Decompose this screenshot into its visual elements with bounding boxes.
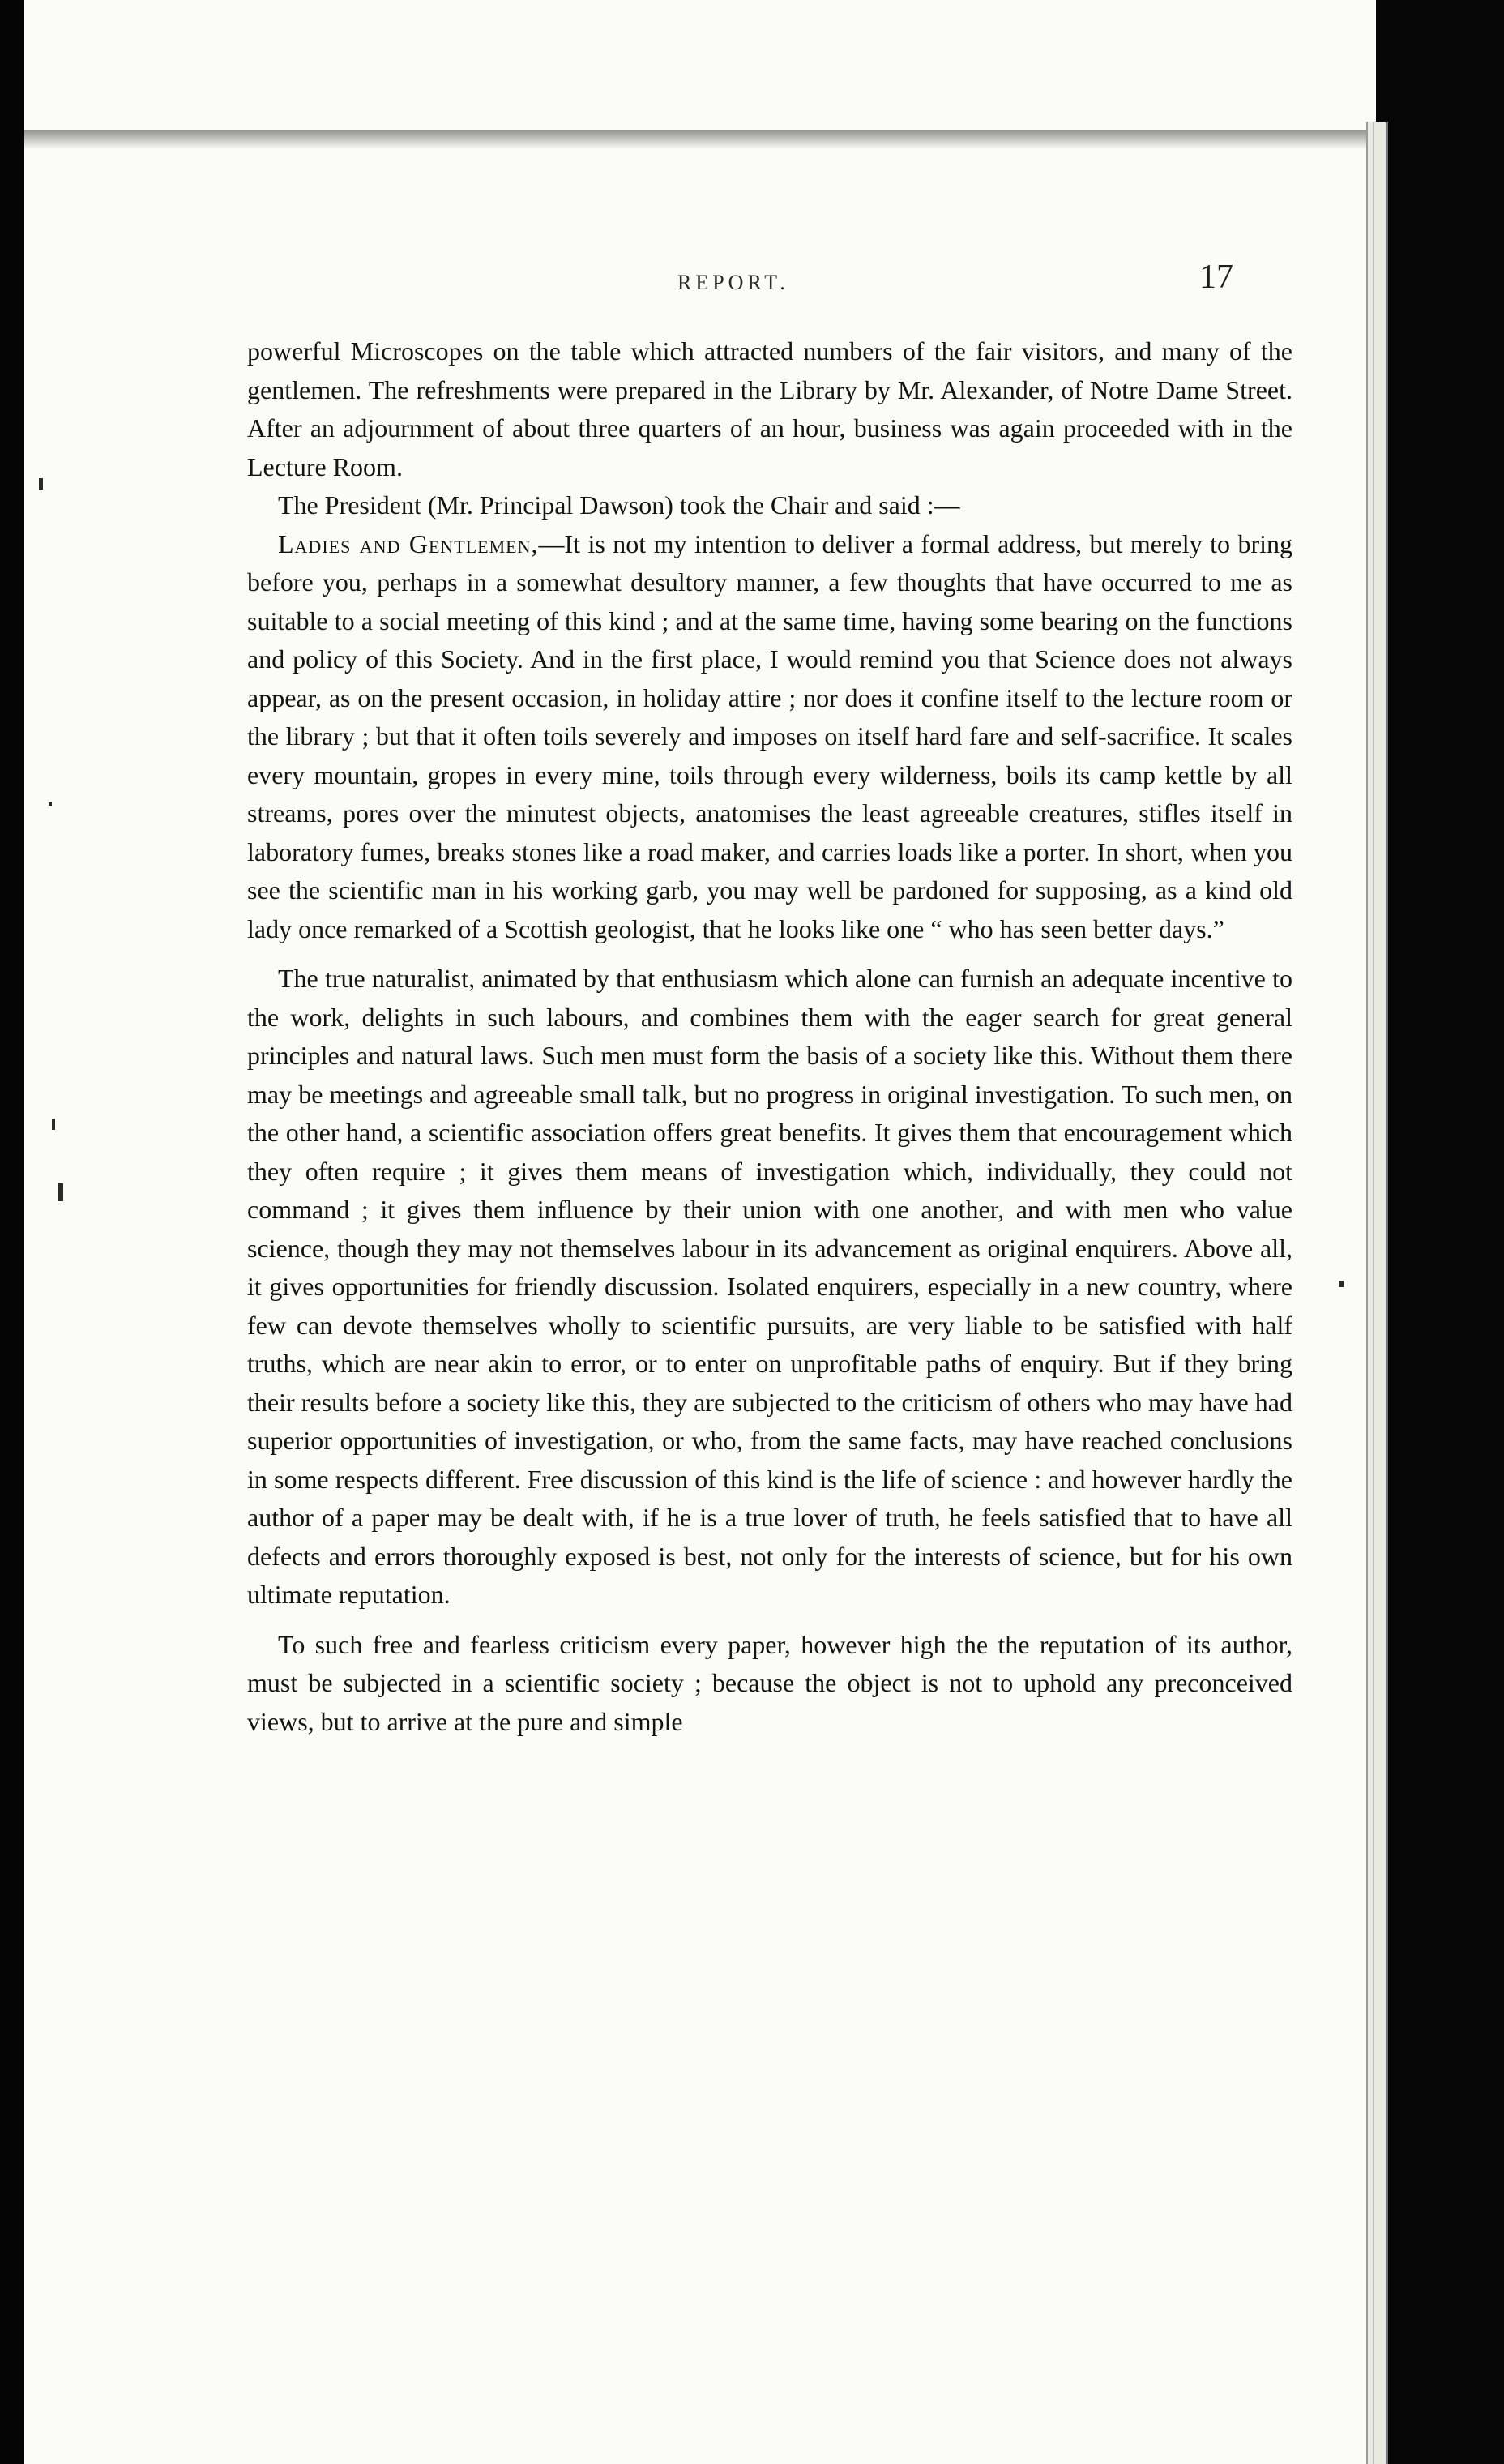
opening-paragraph: powerful Microscopes on the table which attracted numbers of the fair visitors, and many of the gentlemen. The refreshments were prepared in the Library by Mr. Alexander, of Notre Dame Street. After an adjournment of about three quarters of an hour, business was again proceeded with in the Lecture Room. <box>247 336 1292 481</box>
page-header <box>0 258 1366 306</box>
body-text <box>247 332 1292 1741</box>
running-head: REPORT. <box>677 271 789 294</box>
chair-paragraph: The President (Mr. Principal Dawson) took the Chair and said :— <box>278 490 960 520</box>
margin-speck <box>58 1183 63 1201</box>
page-number: 17 <box>1199 259 1233 296</box>
margin-speck <box>39 478 43 490</box>
margin-speck <box>49 802 52 806</box>
scanner-background <box>0 0 28 2464</box>
address-paragraph-1-text: —It is not my intention to deliver a formal address, but merely to bring before you, perhaps in a somewhat desultory manner, a few thoughts that have occurred to me as suitable to a social meeting of this kind ; and at the same time, having some bearing on the functions and policy of this Society. And in the first place, I would remind you that Science does not always appear, as on the present occasion, in holiday attire ; nor does it confine itself to the lecture room or the library ; but that it often toils severely and imposes on itself hard fare and self-sacrifice. It scales every mountain, gropes in every mine, toils through every wilderness, boils its camp kettle by all streams, pores over the minutest objects, anatomises the least agreeable creatures, stifles itself in laboratory fumes, breaks stones like a road maker, and carries loads like a porter. In short, when you see the scientific man in his working garb, you may well be pardoned for supposing, as a kind old lady once remarked of a Scottish geologist, that he looks like one “ who has seen better days.” <box>247 528 1292 943</box>
address-paragraph-1 <box>247 525 1292 949</box>
book-cover-edge <box>1366 122 1388 2464</box>
binding-shadow <box>24 130 1366 149</box>
address-paragraph-3: To such free and fearless criticism every paper, however high the the reputation of its author, must be subjected in a scientific society ; because the object is not to uphold any preconceived views, but to arrive at the pure and simple <box>247 1629 1292 1736</box>
margin-speck <box>52 1119 55 1130</box>
address-paragraph-2: The true naturalist, animated by that enthusiasm which alone can furnish an adequate incentive to the work, delights in such labours, and combines them with the eager search for great general principles and natural laws. Such men must form the basis of a society like this. Without them there may be meetings and agreeable small talk, but no progress in original investigation. To such men, on the other hand, a scientific association offers great benefits. It gives them that encouragement which they often require ; it gives them means of investigation which, individually, they could not command ; it gives them influence by their union with one another, and with men who value science, though they may not themselves labour in its advancement as original enquirers. Above all, it gives opportunities for friendly discussion. Isolated enquirers, especially in a new country, where few can devote themselves wholly to scientific pursuits, are very liable to be satisfied with half truths, which are near akin to error, or to enter on unprofitable paths of enquiry. But if they bring their results before a society like this, they are subjected to the criticism of others who may have had superior opportunities of investigation, or who, from the same facts, may have reached conclusions in some respects different. Free discussion of this kind is the life of science : and however hardly the author of a paper may be dealt with, if he is a true lover of truth, he feels satisfied that to have all defects and errors thoroughly exposed is best, not only for the interests of science, but for his own ultimate reputation. <box>247 964 1292 1609</box>
margin-speck <box>1339 1281 1344 1287</box>
address-salutation: Ladies and Gentlemen, <box>278 528 539 558</box>
